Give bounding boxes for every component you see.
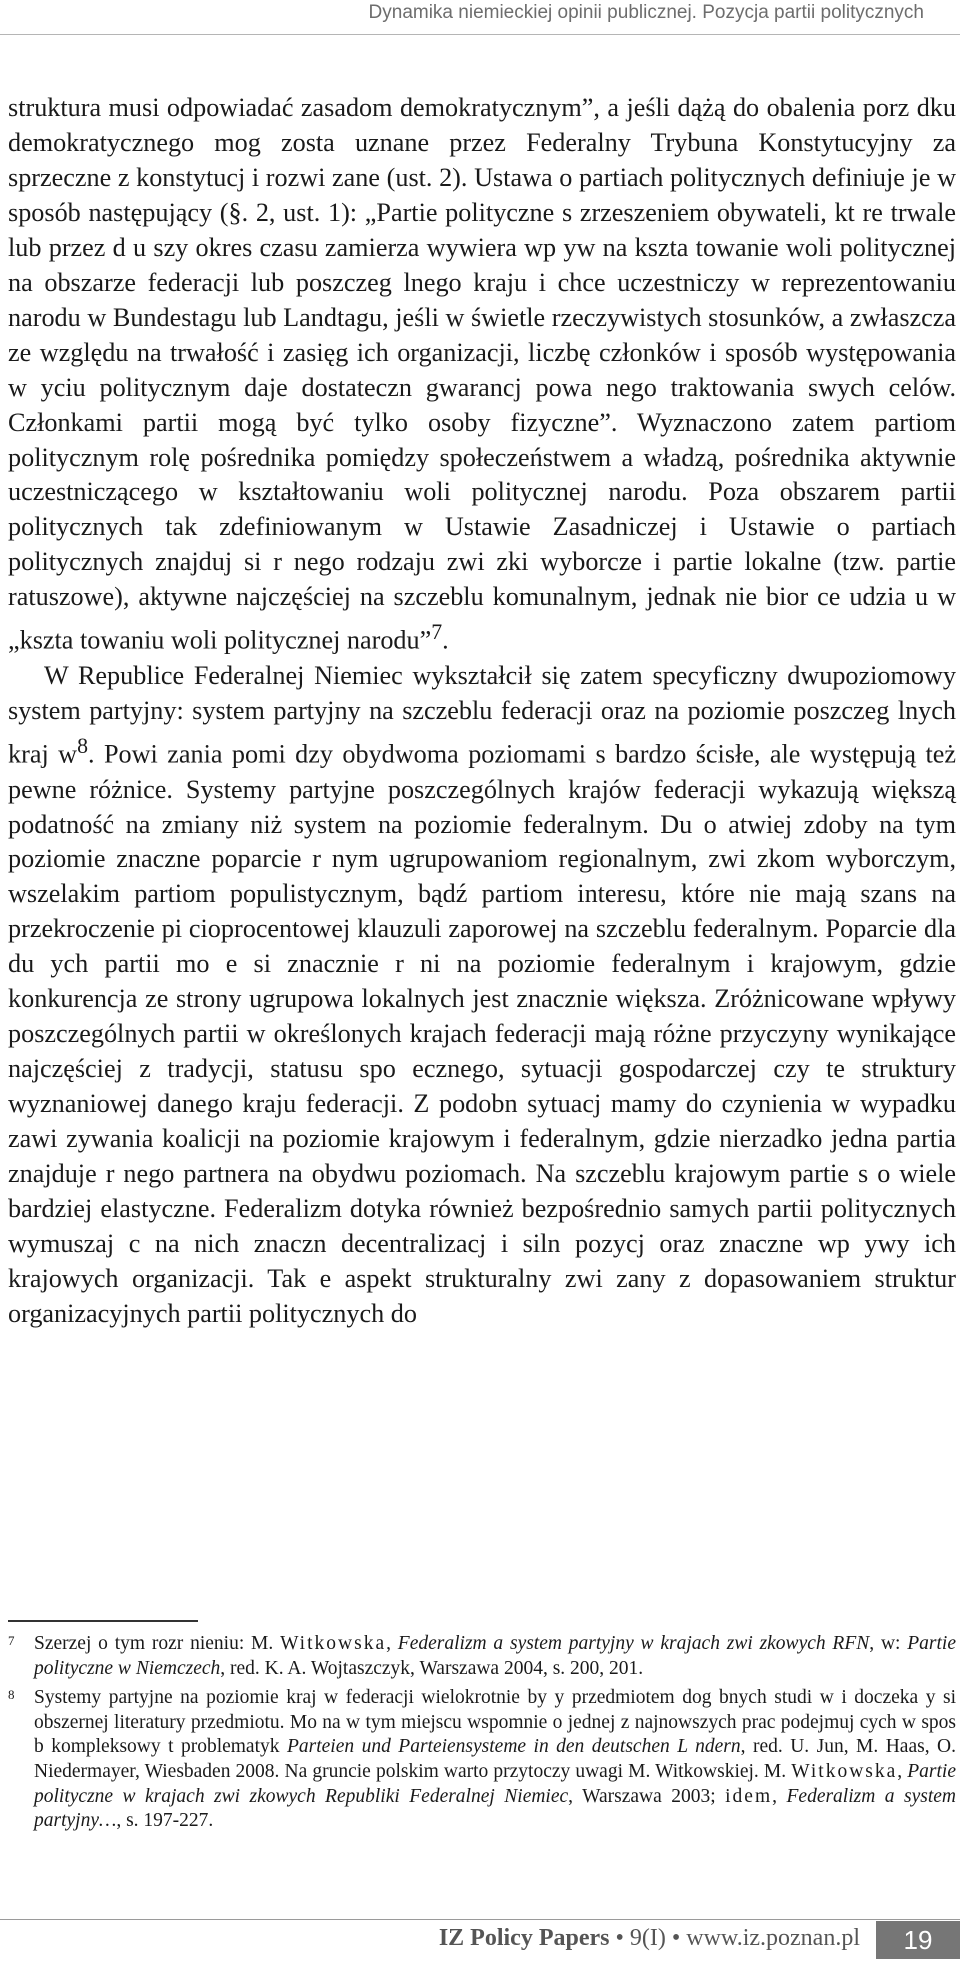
- running-header: Dynamika niemieckiej opinii publicznej. Pozycja partii politycznych: [368, 2, 924, 23]
- footer-journal-info: IZ Policy Papers • 9(I) • www.iz.poznan.pl: [438, 1925, 860, 1951]
- paragraph-2: W Republice Federalnej Niemiec wykształcił się zatem specyficzny dwupoziomowy system partyjny: system partyjny na szczeblu federacji oraz na poziomie poszczeg lnych kraj $w^8$. Powi zania pomi dzy obydwoma poziomami s bardzo ścisłe, ale występują też pewne różnice. Systemy partyjne poszczególnych krajów federacji wykazują większą podatność na zmiany niż system na poziomie federalnym. Du o atwiej zdoby na tym poziomie znaczne poparcie r nym ugrupowaniom regionalnym, zwi zkom wyborczym, wszelakim partiom populistycznym, bądź partiom interesu, które nie mają szans na przekroczenie pi cioprocentowej klauzuli zaporowej na szczeblu federalnym. Poparcie dla du ych partii mo e si znacznie r ni na poziomie federalnym i krajowym, gdzie konkurencja ze strony ugrupowa lokalnych jest znacznie większa. Zróżnicowane wpływy poszczególnych partii w określonych krajach federacji mają różne przyczyny wynikające najczęściej z tradycji, statusu spo ecznego, sytuacji gospodarczej czy te struktury wyznaniowej danego kraju federacji. Z podobn sytuacj mamy do czynienia w wypadku zawi zywania koalicji na poziomie krajowym i federalnym, gdzie nierzadko jedna partia znajduje r nego partnera na obydwu poziomach. Na szczeblu krajowym partie s o wiele bardziej elastyczne. Federalizm dotyka również bezpośrednio samych partii politycznych wymuszaj c na nich znaczn decentralizacj i siln pozycj oraz znaczne wp ywy ich krajowych organizacji. Tak e aspekt strukturalny zwi zany z dopasowaniem struktur organizacyjnych partii politycznych do: [8, 660, 956, 1328]
- footnote-ref-7: 7: [431, 620, 443, 645]
- footnote-ref-8: 8: [77, 733, 88, 758]
- footnote-7: 7 Szerzej o tym rozr nieniu: M. Witkowska, Federalizm a system partyjny w krajach zwi zkowych RFN, w: Partie polityczne w Niemczech, red. K. A. Wojtaszczyk, Warszawa 2004, s. 200, 201.: [8, 1632, 956, 1681]
- footnote-8: 8 Systemy partyjne na poziomie kraj w federacji wielokrotnie by y przedmiotem dog bnych studi w i doczeka y si obszernej literatury przedmiotu. Mo na w tym miejscu wspomnie o jednej z najnowszych prac podejmuj cych w spos b kompleksowy t problematyk Parteien und Parteiensysteme in den deutschen L ndern, red. U. Jun, M. Haas, O. Niedermayer, Wiesbaden 2008. Na gruncie polskim warto przytoczy uwagi M. Witkowskiej. M. Witkowska, Partie polityczne w krajach zwi zkowych Republiki Federalnej Niemiec, Warszawa 2003; idem, Federalizm a system partyjny…, s. 197-227.: [8, 1686, 956, 1834]
- main-text: [8, 91, 956, 1332]
- header-rule: [0, 34, 960, 35]
- footnote-number: 8: [8, 1687, 15, 1703]
- footnote-number: 7: [8, 1633, 15, 1648]
- paragraph-1: struktura musi odpowiadać zasadom demokratycznym”, a jeśli dążą do obalenia porz dku demokratycznego mog zosta uznane przez Federalny Trybuna Konstytucyjny za sprzeczne z konstytucj i rozwi zane (ust. 2). Ustawa o partiach politycznych definiuje je w sposób następujący (§. 2, ust. 1): „Partie polityczne s zrzeszeniem obywateli, kt re trwale lub przez d u szy okres czasu zamierza wywiera wp yw na kszta towanie woli politycznej na obszarze federacji lub poszczeg lnego kraju i chce uczestniczy w reprezentowaniu narodu w Bundestagu lub Landtagu, jeśli w świetle rzeczywistych stosunków, a zwłaszcza ze względu na trwałość i zasięg ich organizacji, liczbę członków i sposób występowania w yciu politycznym daje dostateczn gwarancj powa nego traktowania swych celów. Członkami partii mogą być tylko osoby fizyczne”. Wyznaczono zatem partiom politycznym rolę pośrednika pomiędzy społeczeństwem a władzą, pośrednika aktywnie uczestniczącego w kształtowaniu woli politycznej narodu. Poza obszarem partii politycznych tak zdefiniowanym w Ustawie Zasadniczej i Ustawie o partiach politycznych znajduj si r nego rodzaju zwi zki wyborcze i partie lokalne (tzw. partie ratuszowe), aktywne najczęściej na szczeblu komunalnym, jednak nie bior ce udzia u w „kszta towaniu woli politycznej narodu”$^7$.: [8, 93, 956, 656]
- page-number: 19: [876, 1921, 960, 1959]
- footnotes: [8, 1632, 956, 1839]
- page-footer: [0, 1919, 960, 1958]
- footnote-rule: [8, 1620, 198, 1622]
